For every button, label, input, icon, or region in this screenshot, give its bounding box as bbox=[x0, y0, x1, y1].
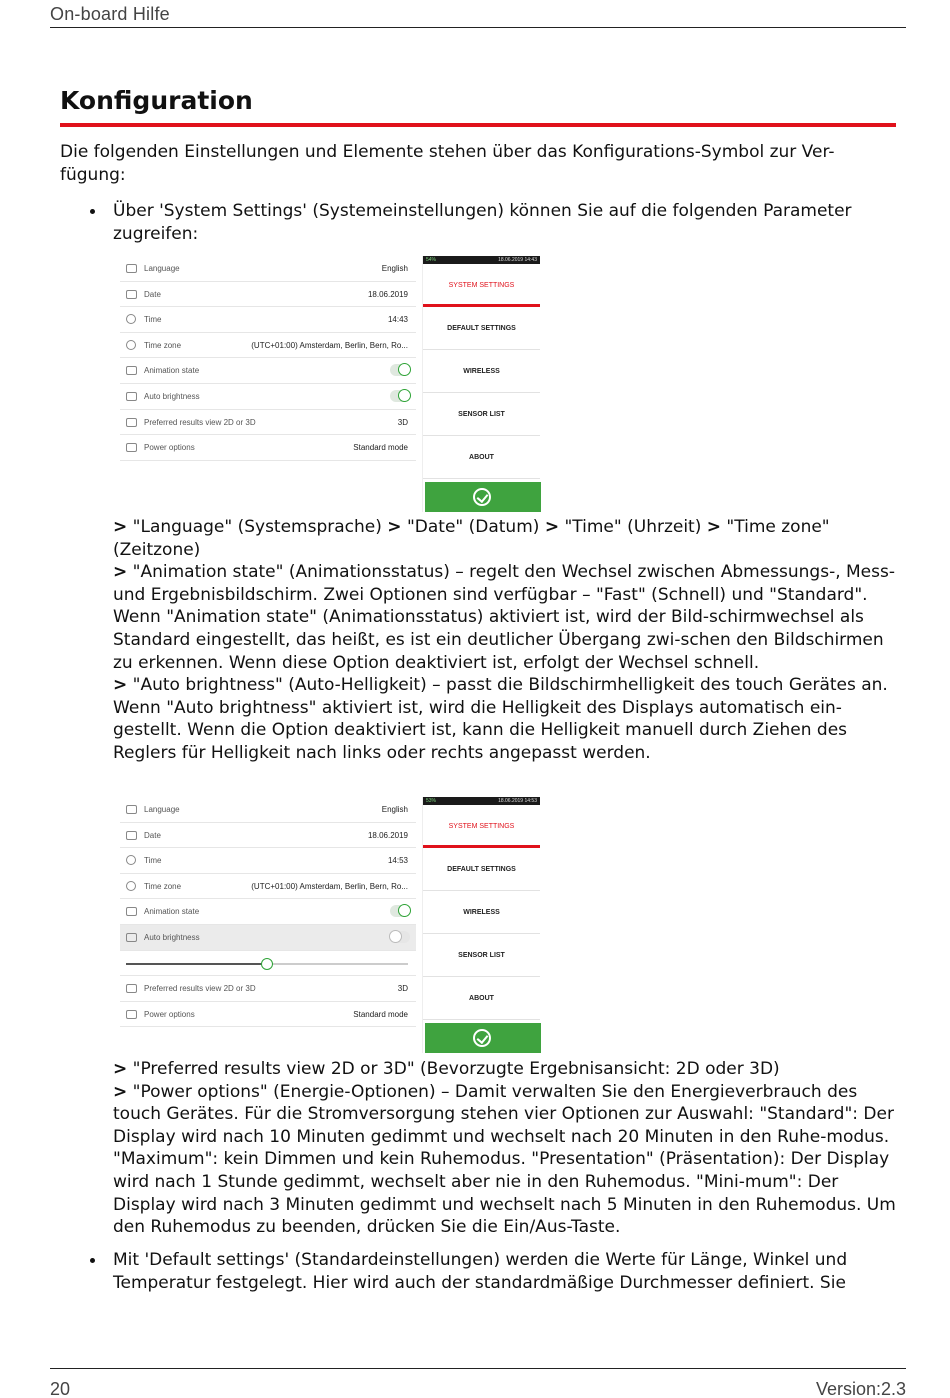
2d3d-icon bbox=[126, 418, 137, 427]
power-icon bbox=[126, 1010, 137, 1019]
settings-menu bbox=[422, 797, 540, 1053]
brightness-icon bbox=[126, 933, 137, 942]
status-clock: 18.06.2019 14:43 bbox=[498, 257, 537, 263]
menu-wireless[interactable]: WIRELESS bbox=[423, 350, 540, 393]
setting-value: Standard mode bbox=[353, 1009, 408, 1019]
setting-brightness bbox=[120, 925, 416, 951]
setting-label: Language bbox=[144, 805, 180, 814]
setting-date[interactable] bbox=[120, 282, 416, 308]
setting-results-view[interactable] bbox=[120, 976, 416, 1002]
brightness-toggle[interactable] bbox=[390, 390, 410, 402]
param-timezone: "Time zone" (Zeitzone) bbox=[113, 517, 830, 560]
slider-handle[interactable] bbox=[261, 958, 273, 970]
param-preferred-text: "Preferred results view 2D or 3D" (Bevorzugte Ergebnisansicht: 2D oder 3D) bbox=[132, 1059, 780, 1079]
setting-value: 14:53 bbox=[387, 856, 408, 866]
setting-label: Date bbox=[144, 830, 161, 840]
setting-value: English bbox=[381, 805, 408, 814]
section-title: Konfiguration bbox=[60, 86, 253, 115]
checkmark-circle-icon bbox=[473, 1029, 491, 1047]
setting-label: Power options bbox=[144, 1009, 195, 1019]
setting-value: (UTC+01:00) Amsterdam, Berlin, Bern, Ro... bbox=[251, 881, 408, 891]
2d3d-icon bbox=[126, 984, 137, 993]
param-brightness bbox=[113, 674, 903, 764]
setting-animation bbox=[120, 899, 416, 925]
calendar-icon bbox=[126, 831, 137, 840]
gt-marker: > bbox=[113, 562, 128, 583]
bullet-default-settings: Mit 'Default settings' (Standardeinstellungen) werden die Werte für Länge, Winkel und Temperatur festgelegt. Hier wird auch der standardmäßige Durchmesser definiert. Sie bbox=[113, 1250, 848, 1293]
setting-language[interactable] bbox=[120, 797, 416, 823]
setting-value: Standard mode bbox=[353, 443, 408, 453]
setting-value: 18.06.2019 bbox=[367, 830, 408, 840]
slider-fill bbox=[126, 963, 267, 965]
setting-timezone[interactable] bbox=[120, 874, 416, 900]
setting-date[interactable] bbox=[120, 823, 416, 849]
bullet-dot bbox=[88, 1250, 98, 1260]
menu-system-settings[interactable]: SYSTEM SETTINGS bbox=[423, 805, 540, 848]
gt-marker: > bbox=[544, 517, 560, 537]
setting-label: Animation state bbox=[144, 907, 200, 917]
menu-default-settings[interactable]: DEFAULT SETTINGS bbox=[423, 848, 540, 891]
checkmark-circle-icon bbox=[473, 488, 491, 506]
brightness-icon bbox=[126, 392, 137, 401]
gt-marker: > bbox=[706, 517, 722, 537]
system-settings-description bbox=[113, 516, 903, 765]
setting-power[interactable] bbox=[120, 1002, 416, 1028]
clock-icon bbox=[126, 855, 136, 865]
setting-value: 3D bbox=[397, 417, 408, 427]
settings-screenshot-1 bbox=[120, 256, 542, 512]
param-line-1 bbox=[113, 516, 903, 561]
setting-label: Time zone bbox=[144, 881, 182, 891]
setting-label: Time bbox=[144, 856, 162, 866]
param-date: "Date" (Datum) bbox=[406, 517, 540, 537]
param-preferred-view bbox=[113, 1058, 903, 1081]
setting-language[interactable] bbox=[120, 256, 416, 282]
menu-about[interactable]: ABOUT bbox=[423, 436, 540, 479]
setting-label: Animation state bbox=[144, 366, 200, 376]
setting-label: Time bbox=[144, 315, 162, 325]
status-bar bbox=[423, 797, 540, 805]
param-power bbox=[113, 1081, 903, 1239]
confirm-button[interactable] bbox=[425, 1023, 541, 1053]
setting-value: (UTC+01:00) Amsterdam, Berlin, Bern, Ro... bbox=[251, 340, 408, 350]
animation-toggle[interactable] bbox=[390, 905, 410, 917]
setting-label: Power options bbox=[144, 443, 195, 453]
menu-about[interactable]: ABOUT bbox=[423, 977, 540, 1020]
menu-sensor-list[interactable]: SENSOR LIST bbox=[423, 934, 540, 977]
slider-track bbox=[267, 963, 408, 965]
gt-marker: > bbox=[387, 517, 402, 537]
status-clock: 18.06.2019 14:53 bbox=[498, 798, 537, 804]
intro-paragraph: Die folgenden Einstellungen und Elemente stehen über das Konfigurations-Symbol zur Ver-fügung: bbox=[60, 142, 835, 185]
setting-value: 3D bbox=[397, 984, 408, 994]
setting-time[interactable] bbox=[120, 307, 416, 333]
setting-timezone[interactable] bbox=[120, 333, 416, 359]
setting-value: 18.06.2019 bbox=[367, 289, 408, 299]
brightness-slider[interactable] bbox=[120, 951, 416, 977]
globe-icon bbox=[126, 340, 136, 350]
clock-icon bbox=[126, 314, 136, 324]
param-power-text: "Power options" (Energie-Optionen) – Damit verwalten Sie den Energieverbrauch des touch Gerätes. Für die Stromversorgung stehen vier Optionen zur Auswahl: "Standard": Der Display wird nach 10 Minuten gedimmt und wechselt nach 20 Minuten in den Ruhe-modus. "Maximum": kein Dimmen und kein Ruhemodus. "Presentation" (Präsentation): Der Display wird nach 1 Stunde gedimmt, wechselt aber nie in den Ruhemodus. "Mini-mum": Der Display wird nach 3 Minuten gedimmt und wechselt nach 5 Minuten in den Ruhemodus. Um den Ruhemodus zu beenden, drücken Sie die Ein/Aus-Taste. bbox=[113, 1081, 896, 1238]
page-number: 20 bbox=[50, 1379, 71, 1398]
animation-toggle[interactable] bbox=[390, 364, 410, 376]
param-brightness-text: "Auto brightness" (Auto-Helligkeit) – passt die Bildschirmhelligkeit des touch Gerätes an. Wenn "Auto brightness" aktiviert ist, wird die Helligkeit des Displays automatisch ein-gestellt. Wenn die Option deaktiviert ist, kann die Helligkeit manuell durch Ziehen des Reglers für Helligkeit nach links oder rechts angepasst werden. bbox=[113, 675, 888, 763]
flag-icon bbox=[126, 805, 137, 814]
setting-results-view[interactable] bbox=[120, 410, 416, 436]
menu-default-settings[interactable]: DEFAULT SETTINGS bbox=[423, 307, 540, 350]
gt-marker: > bbox=[113, 1059, 128, 1079]
setting-label: Time zone bbox=[144, 340, 182, 350]
menu-system-settings[interactable]: SYSTEM SETTINGS bbox=[423, 264, 540, 307]
setting-label: Preferred results view 2D or 3D bbox=[144, 984, 256, 994]
settings-list bbox=[120, 797, 416, 1027]
param-animation bbox=[113, 561, 903, 674]
setting-animation bbox=[120, 358, 416, 384]
settings-screenshot-2 bbox=[120, 797, 542, 1053]
confirm-button[interactable] bbox=[425, 482, 541, 512]
param-time: "Time" (Uhrzeit) bbox=[564, 517, 702, 537]
status-bar bbox=[423, 256, 540, 264]
bullet-dot bbox=[88, 201, 98, 211]
page-header bbox=[50, 4, 906, 28]
settings-description-2 bbox=[113, 1058, 903, 1239]
calendar-icon bbox=[126, 290, 137, 299]
setting-label: Auto brightness bbox=[144, 391, 200, 401]
setting-label: Preferred results view 2D or 3D bbox=[144, 417, 256, 427]
power-icon bbox=[126, 443, 137, 452]
settings-menu bbox=[422, 256, 540, 512]
setting-brightness bbox=[120, 384, 416, 410]
param-language: "Language" (Systemsprache) bbox=[132, 517, 382, 537]
battery-level: 54% bbox=[426, 257, 437, 263]
bullet-system-settings: Über 'System Settings' (Systemeinstellungen) können Sie auf die folgenden Parameter zugreifen: bbox=[113, 201, 852, 244]
menu-sensor-list[interactable]: SENSOR LIST bbox=[423, 393, 540, 436]
title-rule bbox=[60, 123, 896, 127]
page-footer bbox=[50, 1368, 906, 1398]
setting-label: Auto brightness bbox=[144, 932, 200, 942]
brightness-toggle[interactable] bbox=[390, 931, 410, 943]
flag-icon bbox=[126, 264, 137, 273]
header-title: On-board Hilfe bbox=[50, 4, 170, 24]
animation-icon bbox=[126, 907, 137, 916]
animation-icon bbox=[126, 366, 137, 375]
setting-value: 14:43 bbox=[387, 315, 408, 325]
setting-value: English bbox=[381, 264, 408, 273]
setting-time[interactable] bbox=[120, 848, 416, 874]
gt-marker: > bbox=[113, 675, 128, 696]
settings-list bbox=[120, 256, 416, 461]
setting-label: Language bbox=[144, 264, 180, 273]
gt-marker: > bbox=[113, 1081, 128, 1102]
setting-label: Date bbox=[144, 289, 161, 299]
menu-wireless[interactable]: WIRELESS bbox=[423, 891, 540, 934]
param-animation-text: "Animation state" (Animationsstatus) – regelt den Wechsel zwischen Abmessungs-, Mess- und Ergebnisbildschirm. Zwei Optionen sind verfügbar – "Fast" (Schnell) und "Standard". Wenn "Animation state" (Animationsstatus) aktiviert ist, wird der Bild-schirmwechsel als Standard eingestellt, das heißt, es ist ein deutlicher Übergang zwi-schen den Bildschirmen zu erkennen. Wenn diese Option deaktiviert ist, erfolgt der Wechsel schnell. bbox=[113, 562, 895, 673]
globe-icon bbox=[126, 881, 136, 891]
gt-marker: > bbox=[113, 517, 128, 537]
battery-level: 53% bbox=[426, 798, 437, 804]
version-label: Version:2.3 bbox=[815, 1379, 906, 1398]
setting-power[interactable] bbox=[120, 435, 416, 461]
